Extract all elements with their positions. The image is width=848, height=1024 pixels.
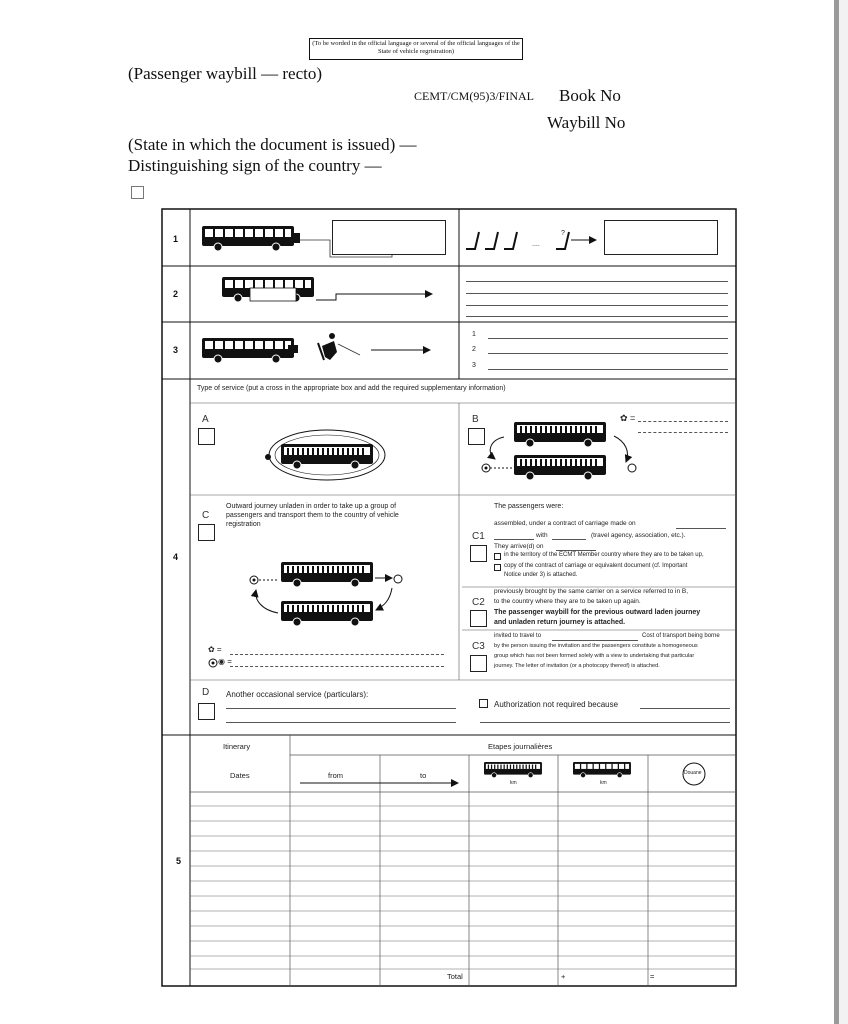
row3-line-number: 1 [472, 331, 476, 338]
row-number: 4 [173, 552, 179, 562]
row1-passenger-count-field[interactable] [604, 220, 718, 255]
c3-text: group which has not been formed solely with a view to undertaking that particular [494, 653, 695, 659]
b-symbol: ✿ = [620, 413, 636, 423]
km-label: km [600, 780, 607, 786]
c1-text: copy of the contract of carriage or equivalent document (cf. Important [504, 563, 688, 569]
c-legend-1: ✿ = [208, 645, 222, 654]
c1-text: Notice under 3) is attached. [504, 572, 578, 578]
dates-header: Dates [230, 771, 250, 780]
row-number: 3 [173, 345, 179, 355]
row1-ellipsis: .... [532, 241, 540, 248]
option-c-checkbox[interactable] [198, 524, 215, 541]
etapes-header: Etapes journalières [488, 742, 553, 751]
waybill-title: (Passenger waybill — recto) [128, 64, 323, 83]
equals-sign: = [650, 972, 655, 981]
total-label: Total [447, 972, 463, 981]
c1-agency-line[interactable] [552, 539, 586, 540]
state-issued-label: (State in which the document is issued) — [128, 135, 417, 154]
c-text: passengers and transport them to the country of vehicle [226, 512, 399, 519]
c2-text: to the country where they are to be taken up again. [494, 598, 641, 605]
authorization-line[interactable] [640, 708, 730, 709]
c3-label: C3 [472, 641, 485, 652]
from-header: from [328, 771, 343, 780]
row3-line-number: 3 [472, 362, 476, 369]
c1-text: (travel agency, association, etc.). [591, 532, 686, 539]
row1-departure-field[interactable] [332, 220, 446, 255]
option-d-checkbox[interactable] [198, 703, 215, 720]
row2-line[interactable] [466, 305, 728, 306]
option-a-letter: A [202, 414, 209, 425]
b-line[interactable] [638, 421, 728, 422]
language-note: (To be worded in the official language or several of the official languages of the State of vehicle regristration) [309, 38, 523, 60]
c1-territory-checkbox[interactable] [494, 553, 501, 560]
c1-line[interactable] [494, 539, 534, 540]
c3-text: Cost of transport being borne [642, 633, 720, 639]
d-line[interactable] [226, 708, 456, 709]
plus-sign: + [561, 972, 566, 981]
passengers-were-label: The passengers were: [494, 503, 564, 510]
c-legend-2: ◉ = [218, 657, 232, 666]
row2-line[interactable] [466, 316, 728, 317]
c-legend-line[interactable] [230, 654, 444, 655]
option-d-letter: D [202, 687, 210, 698]
row3-line-number: 2 [472, 346, 476, 353]
itinerary-header: Itinerary [223, 742, 251, 751]
option-b-checkbox[interactable] [468, 428, 485, 445]
c2-text: The passenger waybill for the previous outward laden journey [494, 609, 701, 616]
c-text: Outward journey unladen in order to take up a group of [226, 503, 397, 510]
book-no-label: Book No [559, 86, 621, 105]
option-c-letter: C [202, 510, 210, 521]
authorization-line[interactable] [480, 722, 730, 723]
c1-text: assembled, under a contract of carriage made on [494, 520, 636, 527]
c1-text: in the territory of the ECMT Member country where they are to be taken up, [504, 552, 704, 558]
c1-text: They arrive(d) on [494, 543, 544, 550]
option-b-letter: B [472, 414, 479, 425]
type-of-service-heading: Type of service (put a cross in the appropriate box and add the required supplementary information) [197, 385, 506, 392]
c-text: registration [226, 521, 261, 528]
d-text: Another occasional service (particulars): [226, 690, 369, 699]
c1-arrival-line[interactable] [556, 550, 596, 551]
row-number: 1 [173, 234, 179, 244]
c1-checkbox[interactable] [470, 545, 487, 562]
c2-text: previously brought by the same carrier on a service referred to in B, [494, 588, 689, 595]
c-legend-line[interactable] [230, 666, 444, 667]
row3-line-2[interactable] [488, 353, 728, 354]
c1-text: with [536, 532, 548, 539]
c3-text: by the person issuing the invitation and the passengers constitute a homogeneous [494, 643, 698, 649]
row-number: 5 [176, 856, 182, 866]
c1-label: C1 [472, 531, 485, 542]
c1-copy-checkbox[interactable] [494, 564, 501, 571]
c3-text: invited to travel to [494, 633, 542, 639]
option-a-checkbox[interactable] [198, 428, 215, 445]
c1-date-line[interactable] [676, 528, 726, 529]
row3-line-1[interactable] [488, 338, 728, 339]
row2-line[interactable] [466, 281, 728, 282]
b-line[interactable] [638, 432, 728, 433]
distinguishing-sign-label: Distinguishing sign of the country — [128, 156, 382, 175]
c2-text: and unladen return journey is attached. [494, 619, 626, 626]
waybill-no-label: Waybill No [547, 113, 626, 132]
douane-stamp: Douane [684, 770, 702, 776]
authorization-checkbox[interactable] [479, 699, 488, 708]
d-line[interactable] [226, 722, 456, 723]
to-header: to [420, 771, 427, 780]
c3-text: journey. The letter of invitation (or a photocopy thereof) is attached. [494, 663, 660, 669]
row3-line-3[interactable] [488, 369, 728, 370]
authorization-label: Authorization not required because [494, 700, 619, 709]
km-label: km [510, 780, 517, 786]
c3-checkbox[interactable] [470, 655, 487, 672]
c2-checkbox[interactable] [470, 610, 487, 627]
row1-question-mark: ? [561, 230, 565, 237]
row2-line[interactable] [466, 293, 728, 294]
row-number: 2 [173, 289, 179, 299]
c2-label: C2 [472, 597, 485, 608]
c3-destination-line[interactable] [552, 640, 638, 641]
reference-code: CEMT/CM(95)3/FINAL [414, 89, 534, 103]
